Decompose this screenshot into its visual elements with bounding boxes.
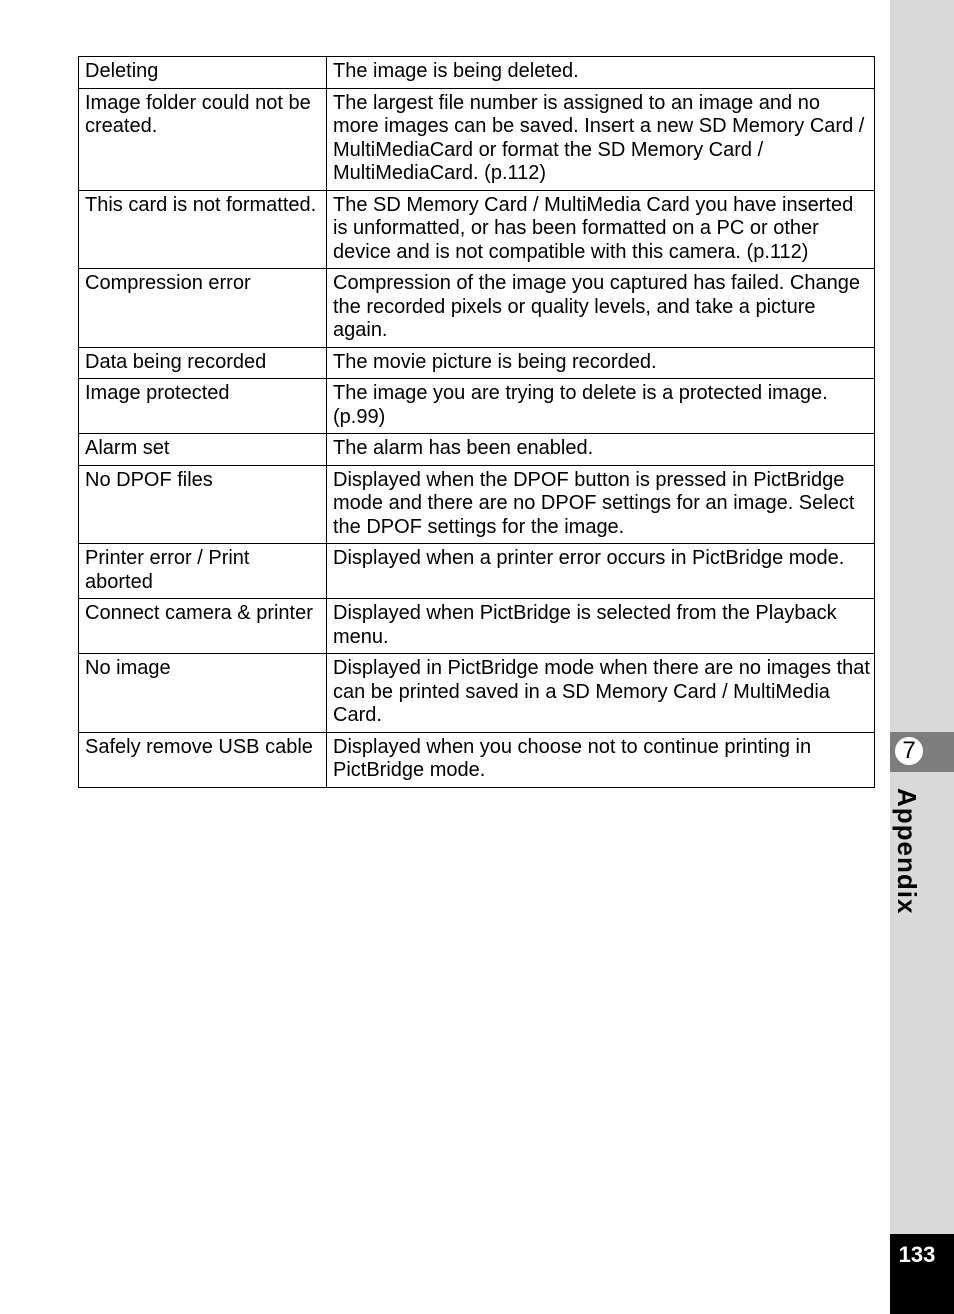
message-cell: Compression error: [79, 269, 327, 348]
message-cell: Safely remove USB cable: [79, 732, 327, 787]
table-row: [79, 544, 875, 599]
table-row: [79, 347, 875, 379]
message-cell: Printer error / Print aborted: [79, 544, 327, 599]
table-row: [79, 434, 875, 466]
message-cell: Data being recorded: [79, 347, 327, 379]
description-cell: The largest file number is assigned to an image and no more images can be saved. Insert a new SD Memory Card / MultiMediaCard or format the SD Memory Card / MultiMediaCard. (p.112): [327, 88, 875, 190]
table-row: [79, 465, 875, 544]
message-table-body: [79, 57, 875, 788]
description-cell: Displayed when a printer error occurs in PictBridge mode.: [327, 544, 875, 599]
table-row: [79, 57, 875, 89]
table-row: [79, 599, 875, 654]
description-cell: The movie picture is being recorded.: [327, 347, 875, 379]
description-cell: Displayed in PictBridge mode when there are no images that can be printed saved in a SD Memory Card / MultiMedia Card.: [327, 654, 875, 733]
message-cell: This card is not formatted.: [79, 190, 327, 269]
description-cell: The alarm has been enabled.: [327, 434, 875, 466]
message-cell: No image: [79, 654, 327, 733]
chapter-number: 7: [893, 735, 925, 767]
description-cell: Displayed when PictBridge is selected from the Playback menu.: [327, 599, 875, 654]
table-row: [79, 732, 875, 787]
message-cell: Image protected: [79, 379, 327, 434]
table-row: [79, 269, 875, 348]
table-row: [79, 190, 875, 269]
description-cell: Displayed when you choose not to continue printing in PictBridge mode.: [327, 732, 875, 787]
message-cell: Image folder could not be created.: [79, 88, 327, 190]
message-cell: Alarm set: [79, 434, 327, 466]
table-row: [79, 379, 875, 434]
description-cell: Compression of the image you captured has failed. Change the recorded pixels or quality levels, and take a picture again.: [327, 269, 875, 348]
table-row: [79, 654, 875, 733]
description-cell: The image you are trying to delete is a protected image. (p.99): [327, 379, 875, 434]
message-cell: No DPOF files: [79, 465, 327, 544]
table-row: [79, 88, 875, 190]
message-cell: Connect camera & printer: [79, 599, 327, 654]
description-cell: The SD Memory Card / MultiMedia Card you have inserted is unformatted, or has been formatted on a PC or other device and is not compatible with this camera. (p.112): [327, 190, 875, 269]
page-number: 133: [898, 1242, 936, 1267]
description-cell: Displayed when the DPOF button is pressed in PictBridge mode and there are no DPOF settings for an image. Select the DPOF settings for the image.: [327, 465, 875, 544]
chapter-title: Appendix: [892, 788, 922, 915]
message-table: [78, 56, 875, 788]
description-cell: The image is being deleted.: [327, 57, 875, 89]
message-cell: Deleting: [79, 57, 327, 89]
side-tab: [890, 0, 954, 1314]
